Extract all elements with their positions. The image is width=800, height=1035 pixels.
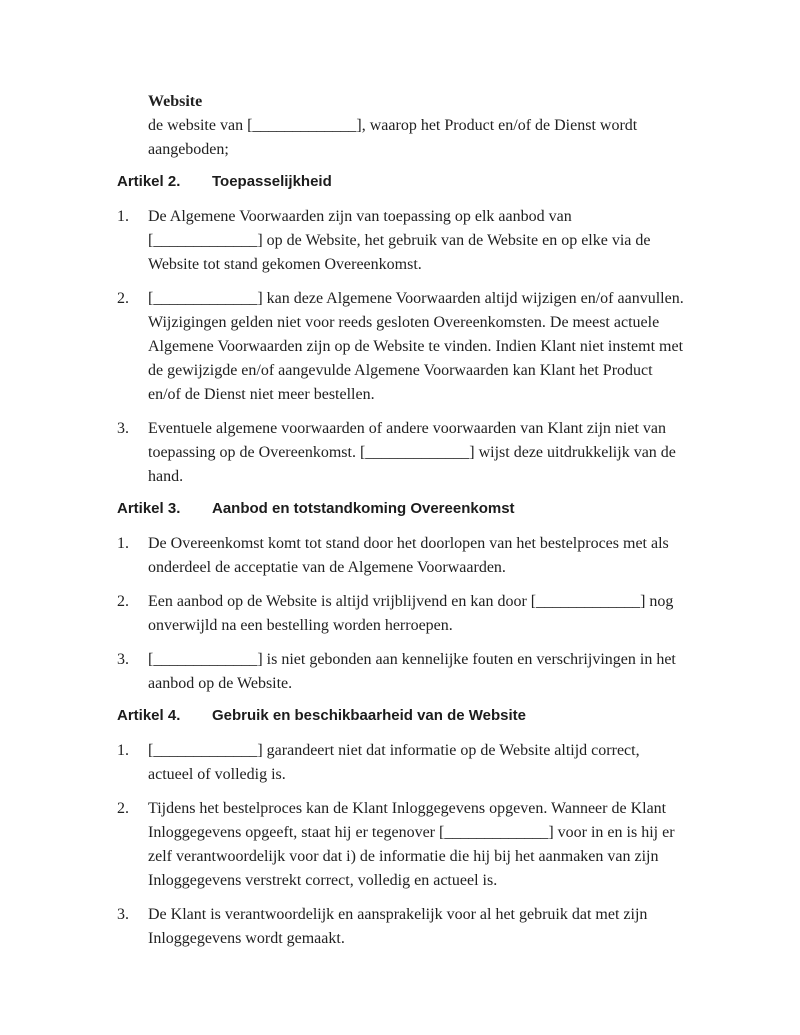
list-item-number: 3. — [117, 651, 129, 668]
list-item-number: 1. — [117, 742, 129, 759]
article-section-3 — [117, 499, 690, 696]
article-number-label: Artikel 2. — [117, 173, 181, 190]
list-item — [117, 648, 690, 696]
list-item-text: Eventuele algemene voorwaarden of andere voorwaarden van Klant zijn niet van toepassing op de Overeenkomst. [_____________] wijst deze uitdrukkelijk van de hand. — [148, 420, 676, 485]
list-item-number: 1. — [117, 535, 129, 552]
definition-body: de website van [_____________], waarop het Product en/of de Dienst wordt aangeboden; — [148, 117, 638, 158]
list-item-number: 2. — [117, 593, 129, 610]
article-number-label: Artikel 4. — [117, 707, 181, 724]
list-item-text: [_____________] is niet gebonden aan kennelijke fouten en verschrijvingen in het aanbod op de Website. — [148, 651, 676, 692]
definition-term: Website — [148, 93, 203, 110]
list-item — [117, 590, 690, 638]
article-heading — [117, 706, 690, 725]
list-item-text: De Overeenkomst komt tot stand door het doorlopen van het bestelproces met als onderdeel de acceptatie van de Algemene Voorwaarden. — [148, 535, 669, 576]
list-item-text: [_____________] kan deze Algemene Voorwaarden altijd wijzigen en/of aanvullen. Wijzigingen gelden niet voor reeds gesloten Overeenkomsten. De meest actuele Algemene Voorwaarden zijn op de Website te vinden. Indien Klant niet instemt met de gewijzigde en/of aangevulde Algemene Voorwaarden kan Klant het Product en/of de Dienst niet meer bestellen. — [148, 290, 684, 403]
article-title: Gebruik en beschikbaarheid van de Website — [212, 707, 526, 724]
article-section-2 — [117, 172, 690, 489]
article-heading — [117, 172, 690, 191]
list-item-number: 2. — [117, 800, 129, 817]
list-item-text: De Klant is verantwoordelijk en aansprakelijk voor al het gebruik dat met zijn Inloggegevens wordt gemaakt. — [148, 906, 648, 947]
list-item — [117, 287, 690, 407]
definition-block — [148, 90, 690, 162]
list-item-number: 3. — [117, 420, 129, 437]
article-title: Aanbod en totstandkoming Overeenkomst — [212, 500, 515, 517]
article-section-4 — [117, 706, 690, 951]
list-item — [117, 417, 690, 489]
list-item-number: 3. — [117, 906, 129, 923]
list-item — [117, 205, 690, 277]
article-heading — [117, 499, 690, 518]
article-number-label: Artikel 3. — [117, 500, 181, 517]
list-item — [117, 797, 690, 893]
list-item — [117, 903, 690, 951]
list-item-number: 1. — [117, 208, 129, 225]
list-item-number: 2. — [117, 290, 129, 307]
list-item — [117, 739, 690, 787]
list-item-text: Tijdens het bestelproces kan de Klant Inloggegevens opgeven. Wanneer de Klant Inloggegevens opgeeft, staat hij er tegenover [_____________] voor in en is hij er zelf verantwoordelijk voor dat i) de informatie die hij bij het aanmaken van zijn Inloggegevens verstrekt correct, volledig en actueel is. — [148, 800, 675, 889]
list-item-text: De Algemene Voorwaarden zijn van toepassing op elk aanbod van [_____________] op de Website, het gebruik van de Website en op elke via de Website tot stand gekomen Overeenkomst. — [148, 208, 651, 273]
article-title: Toepasselijkheid — [212, 173, 332, 190]
list-item-text: Een aanbod op de Website is altijd vrijblijvend en kan door [_____________] nog onverwijld na een bestelling worden herroepen. — [148, 593, 674, 634]
list-item — [117, 532, 690, 580]
list-item-text: [_____________] garandeert niet dat informatie op de Website altijd correct, actueel of volledig is. — [148, 742, 640, 783]
